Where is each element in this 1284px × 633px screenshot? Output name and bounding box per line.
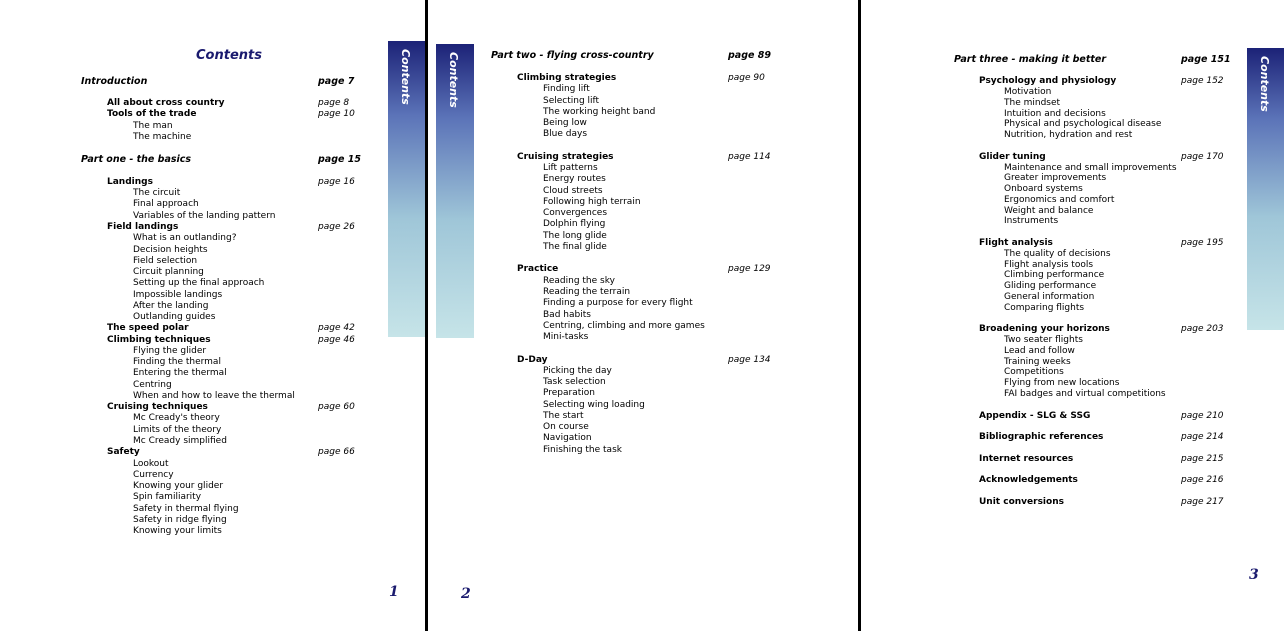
toc-section: Nutrition, hydration and rest xyxy=(1004,130,1133,140)
toc-page-ref: page 170 xyxy=(1181,152,1224,162)
toc-page-ref: page 16 xyxy=(318,177,355,187)
toc-section: Two seater flights xyxy=(1004,335,1083,345)
toc-section: Entering the thermal xyxy=(133,368,227,378)
toc-section: The start xyxy=(543,411,584,421)
toc-section: The working height band xyxy=(543,107,656,117)
toc-section: Preparation xyxy=(543,388,595,398)
toc-page-ref: page 114 xyxy=(728,152,771,162)
toc-part-heading: Introduction xyxy=(81,76,148,87)
contents-side-tab xyxy=(436,44,474,338)
toc-chapter: All about cross country xyxy=(107,98,225,108)
toc-section: Outlanding guides xyxy=(133,312,216,322)
contents-title: Contents xyxy=(196,48,262,63)
toc-page-ref: page 26 xyxy=(318,222,355,232)
toc-section: Variables of the landing pattern xyxy=(133,211,276,221)
toc-section: The mindset xyxy=(1004,98,1061,108)
toc-section: Being low xyxy=(543,118,587,128)
toc-section: Mc Cready's theory xyxy=(133,413,220,423)
toc-section: Gliding performance xyxy=(1004,281,1097,291)
toc-section: Field selection xyxy=(133,256,198,266)
toc-section: Lead and follow xyxy=(1004,346,1075,356)
toc-page-ref: page 215 xyxy=(1181,454,1224,464)
toc-section: Mc Cready simplified xyxy=(133,436,227,446)
toc-section: Dolphin flying xyxy=(543,219,606,229)
toc-chapter: Cruising techniques xyxy=(107,402,208,412)
toc-section: Greater improvements xyxy=(1004,173,1107,183)
toc-section: Intuition and decisions xyxy=(1004,109,1106,119)
toc-chapter: Field landings xyxy=(107,222,179,232)
toc-chapter: Practice xyxy=(517,264,559,274)
toc-section: Onboard systems xyxy=(1004,184,1083,194)
toc-section: The long glide xyxy=(543,231,607,241)
toc-section: Lookout xyxy=(133,459,169,469)
toc-section: Centring xyxy=(133,380,172,390)
toc-page-ref: page 66 xyxy=(318,447,355,457)
toc-section: Weight and balance xyxy=(1004,206,1094,216)
page-divider xyxy=(425,0,428,631)
toc-section: Finding lift xyxy=(543,84,590,94)
toc-page-ref: page 214 xyxy=(1181,432,1224,442)
toc-section: When and how to leave the thermal xyxy=(133,391,295,401)
toc-section: Knowing your glider xyxy=(133,481,224,491)
toc-section: Flying from new locations xyxy=(1004,378,1120,388)
toc-chapter: Flight analysis xyxy=(979,238,1053,248)
toc-section: Blue days xyxy=(543,129,588,139)
toc-chapter: Unit conversions xyxy=(979,497,1064,507)
toc-section: What is an outlanding? xyxy=(133,233,237,243)
toc-page-ref: page 134 xyxy=(728,355,771,365)
toc-section: General information xyxy=(1004,292,1095,302)
toc-section: Energy routes xyxy=(543,174,606,184)
toc-section: Following high terrain xyxy=(543,197,641,207)
toc-chapter: Glider tuning xyxy=(979,152,1046,162)
toc-page-ref: page 42 xyxy=(318,323,355,333)
toc-chapter: Tools of the trade xyxy=(107,109,197,119)
toc-page-ref: page 152 xyxy=(1181,76,1224,86)
toc-section: Comparing flights xyxy=(1004,303,1085,313)
toc-part-heading: Part two - flying cross-country xyxy=(491,50,654,61)
toc-page-1 xyxy=(0,0,426,631)
toc-page-ref: page 216 xyxy=(1181,475,1224,485)
toc-section: Navigation xyxy=(543,433,592,443)
toc-page-ref: page 10 xyxy=(318,109,355,119)
toc-section: Reading the terrain xyxy=(543,287,631,297)
toc-section: Maintenance and small improvements xyxy=(1004,163,1177,173)
toc-chapter: Acknowledgements xyxy=(979,475,1078,485)
page-number: 3 xyxy=(1249,567,1259,583)
toc-section: Selecting lift xyxy=(543,96,600,106)
toc-section: Physical and psychological disease xyxy=(1004,119,1162,129)
toc-section: Motivation xyxy=(1004,87,1052,97)
toc-section: The quality of decisions xyxy=(1004,249,1111,259)
toc-section: Mini-tasks xyxy=(543,332,589,342)
side-tab-label: Contents xyxy=(399,49,412,105)
page-divider xyxy=(858,0,861,631)
toc-chapter: Bibliographic references xyxy=(979,432,1104,442)
page-number: 2 xyxy=(461,586,471,602)
toc-section: Centring, climbing and more games xyxy=(543,321,705,331)
toc-section: Cloud streets xyxy=(543,186,603,196)
toc-section: Impossible landings xyxy=(133,290,223,300)
toc-section: Competitions xyxy=(1004,367,1064,377)
toc-section: The man xyxy=(133,121,173,131)
side-tab-label: Contents xyxy=(1258,56,1271,112)
page-number: 1 xyxy=(389,584,399,600)
toc-section: Task selection xyxy=(543,377,606,387)
toc-section: The final glide xyxy=(543,242,607,252)
toc-section: Reading the sky xyxy=(543,276,615,286)
toc-page-ref: page 217 xyxy=(1181,497,1224,507)
toc-section: FAI badges and virtual competitions xyxy=(1004,389,1166,399)
toc-section: Circuit planning xyxy=(133,267,204,277)
toc-chapter: The speed polar xyxy=(107,323,189,333)
toc-page-ref: page 46 xyxy=(318,335,355,345)
toc-chapter: Climbing strategies xyxy=(517,73,617,83)
toc-section: Currency xyxy=(133,470,174,480)
toc-section: Final approach xyxy=(133,199,199,209)
toc-page-ref: page 151 xyxy=(1181,54,1231,65)
toc-section: Flight analysis tools xyxy=(1004,260,1094,270)
toc-part-heading: Part one - the basics xyxy=(81,154,192,165)
toc-page-ref: page 195 xyxy=(1181,238,1224,248)
toc-section: Instruments xyxy=(1004,216,1059,226)
toc-section: Safety in thermal flying xyxy=(133,504,239,514)
toc-page-ref: page 129 xyxy=(728,264,771,274)
toc-page-ref: page 89 xyxy=(728,50,771,61)
toc-chapter: Broadening your horizons xyxy=(979,324,1110,334)
toc-section: Safety in ridge flying xyxy=(133,515,227,525)
toc-section: Climbing performance xyxy=(1004,270,1105,280)
toc-section: Finding the thermal xyxy=(133,357,221,367)
toc-section: Lift patterns xyxy=(543,163,598,173)
toc-page-ref: page 203 xyxy=(1181,324,1224,334)
toc-section: Spin familiarity xyxy=(133,492,202,502)
contents-side-tab xyxy=(1247,48,1284,330)
toc-section: The circuit xyxy=(133,188,181,198)
toc-section: Knowing your limits xyxy=(133,526,222,536)
toc-chapter: Appendix - SLG & SSG xyxy=(979,411,1091,421)
toc-chapter: Climbing techniques xyxy=(107,335,211,345)
toc-section: Convergences xyxy=(543,208,608,218)
toc-section: Bad habits xyxy=(543,310,591,320)
toc-chapter: Cruising strategies xyxy=(517,152,614,162)
toc-page-ref: page 60 xyxy=(318,402,355,412)
toc-chapter: D-Day xyxy=(517,355,548,365)
toc-section: Decision heights xyxy=(133,245,208,255)
side-tab-label: Contents xyxy=(447,52,460,108)
toc-chapter: Safety xyxy=(107,447,140,457)
toc-page-ref: page 7 xyxy=(318,76,355,87)
toc-page-2 xyxy=(430,0,859,631)
toc-chapter: Landings xyxy=(107,177,153,187)
toc-page-ref: page 15 xyxy=(318,154,361,165)
toc-section: Limits of the theory xyxy=(133,425,222,435)
toc-section: Setting up the final approach xyxy=(133,278,265,288)
toc-page-ref: page 8 xyxy=(318,98,350,108)
toc-section: The machine xyxy=(133,132,192,142)
toc-section: On course xyxy=(543,422,589,432)
contents-side-tab xyxy=(388,41,426,337)
toc-section: Training weeks xyxy=(1004,357,1071,367)
toc-section: After the landing xyxy=(133,301,209,311)
toc-part-heading: Part three - making it better xyxy=(954,54,1107,65)
toc-section: Finding a purpose for every flight xyxy=(543,298,693,308)
toc-section: Flying the glider xyxy=(133,346,207,356)
toc-chapter: Internet resources xyxy=(979,454,1074,464)
toc-section: Selecting wing loading xyxy=(543,400,645,410)
toc-section: Ergonomics and comfort xyxy=(1004,195,1115,205)
toc-chapter: Psychology and physiology xyxy=(979,76,1117,86)
toc-page-3 xyxy=(867,2,1284,633)
toc-page-ref: page 90 xyxy=(728,73,765,83)
toc-section: Picking the day xyxy=(543,366,612,376)
toc-section: Finishing the task xyxy=(543,445,622,455)
toc-page-ref: page 210 xyxy=(1181,411,1224,421)
